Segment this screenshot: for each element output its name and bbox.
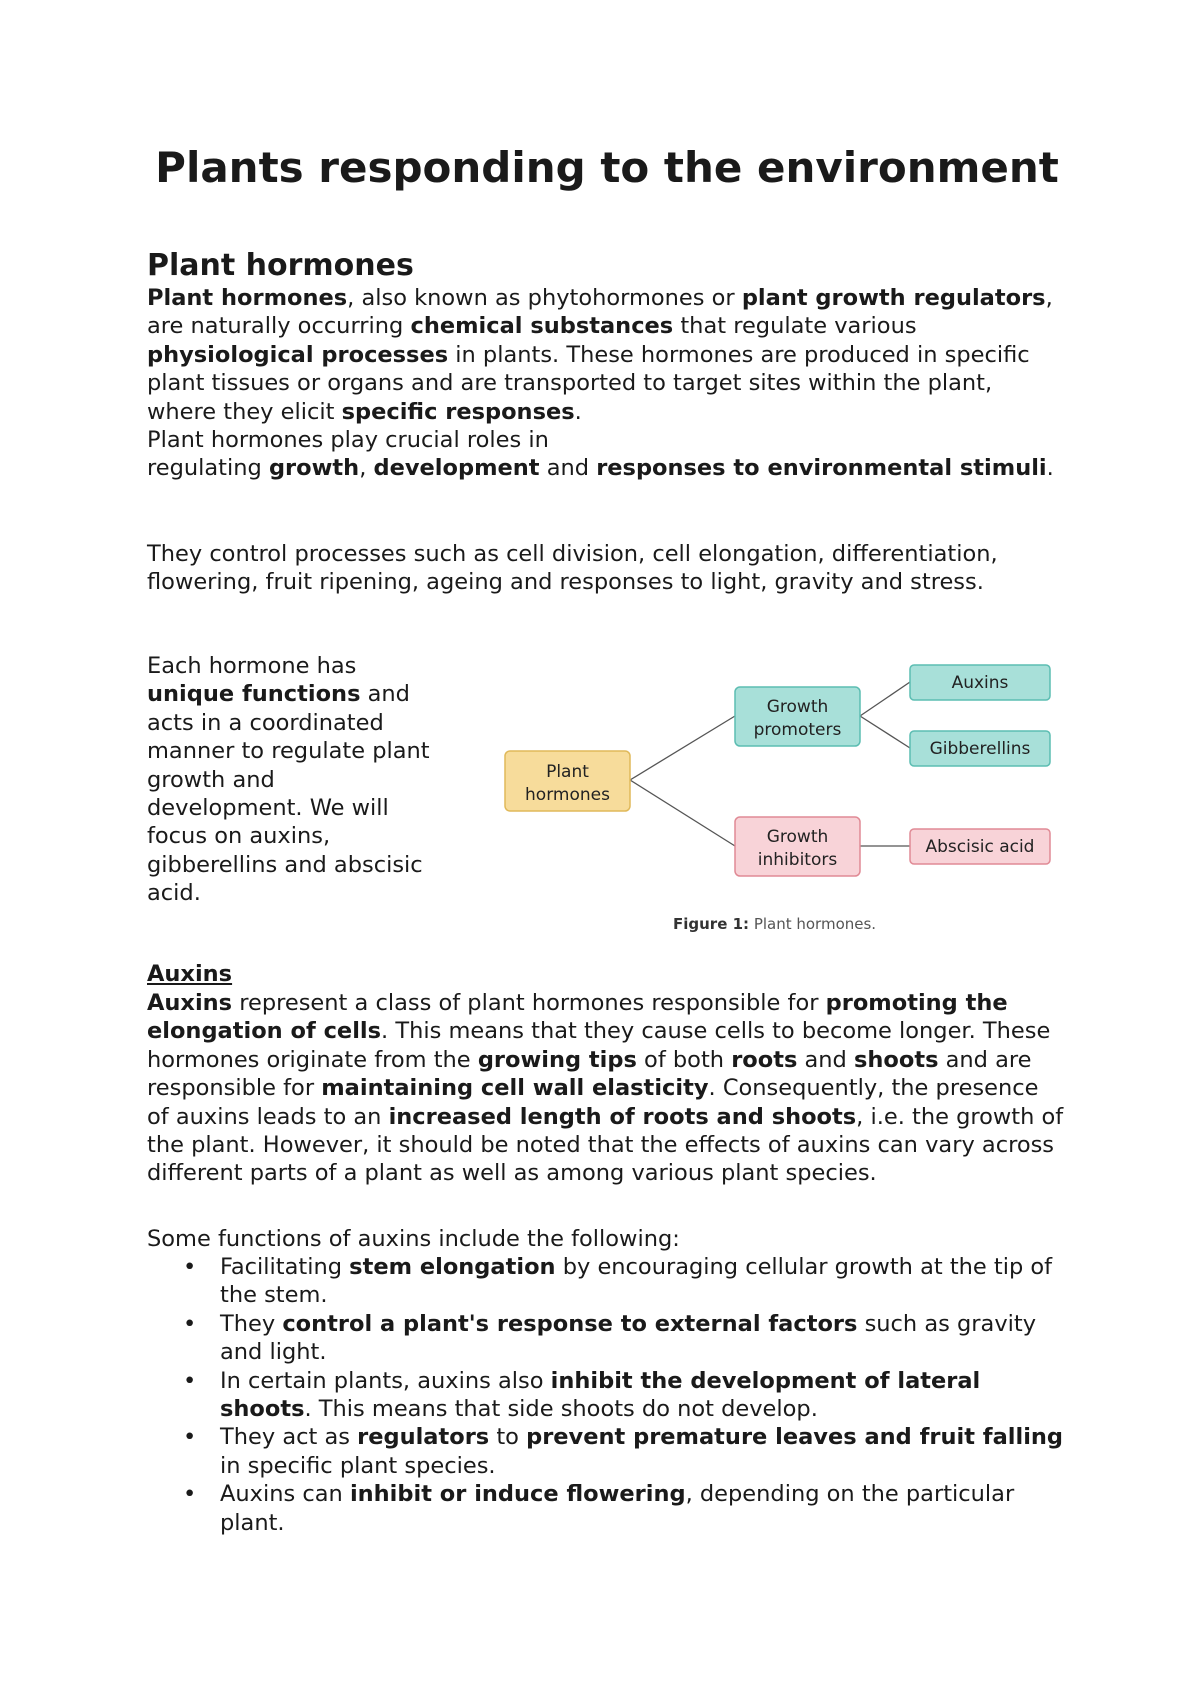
node-abscisic-acid bbox=[910, 829, 1050, 864]
roles-s2: growth bbox=[268, 455, 360, 482]
line-promoters-gibberellins bbox=[860, 716, 910, 748]
section-heading-plant-hormones: Plant hormones bbox=[147, 248, 414, 283]
auxin-functions-list bbox=[147, 1253, 1067, 1537]
bullet-bold: stem elongation bbox=[349, 1254, 556, 1280]
intro-s9: specific responses bbox=[341, 398, 575, 425]
line-root-inhibitors bbox=[630, 780, 735, 846]
auxins-s4: . This means that they cause cells to become longer. These hormones originate from the bbox=[147, 1018, 1051, 1073]
figure-caption bbox=[673, 915, 876, 933]
bullet-icon: • bbox=[183, 1367, 197, 1394]
node-gibberellins bbox=[910, 731, 1050, 766]
intro-s5: chemical substances bbox=[410, 313, 674, 340]
roles-line1: Plant hormones play crucial roles in bbox=[147, 427, 549, 453]
list-item bbox=[147, 1367, 1067, 1424]
side-s3: and acts in a coordinated manner to regulate plant growth and development. We will focus on auxins, gibberellins and abscisic acid. bbox=[147, 681, 430, 907]
intro-s3: plant growth regulators bbox=[741, 285, 1046, 311]
bullet-text: Auxins can bbox=[220, 1481, 350, 1508]
intro-s4: , are naturally occurring bbox=[147, 285, 1053, 340]
node-plant-hormones-line1: Plant bbox=[546, 762, 589, 782]
list-item bbox=[147, 1253, 1067, 1310]
roles-s1: regulating bbox=[147, 455, 269, 482]
functions-intro: Some functions of auxins include the following: bbox=[147, 1226, 680, 1252]
auxins-s10: and are responsible for bbox=[147, 1046, 1032, 1102]
intro-s1: Plant hormones bbox=[147, 285, 348, 311]
roles-s7: . bbox=[1046, 455, 1054, 482]
bullet-icon: • bbox=[183, 1481, 197, 1508]
bullet-text: Facilitating bbox=[220, 1254, 350, 1280]
roles-s4: development bbox=[373, 455, 540, 482]
bullet-text: They act as bbox=[220, 1424, 358, 1451]
bullet-icon: • bbox=[183, 1254, 197, 1280]
bullet-text: such as gravity and light. bbox=[220, 1310, 1037, 1366]
side-paragraph bbox=[147, 652, 437, 908]
roles-s6: responses to environmental stimuli bbox=[596, 455, 1047, 482]
bullet-bold: control a plant's response to external factors bbox=[282, 1310, 858, 1337]
roles-paragraph bbox=[147, 426, 1067, 483]
node-plant-hormones bbox=[505, 751, 630, 811]
intro-s7: physiological processes bbox=[147, 341, 449, 368]
auxins-s2: represent a class of plant hormones responsible for bbox=[232, 990, 826, 1016]
list-item bbox=[147, 1480, 1067, 1537]
bullet-bold: prevent premature leaves and fruit falling bbox=[526, 1424, 1064, 1451]
node-plant-hormones-line2: hormones bbox=[525, 785, 610, 805]
auxins-s5: growing tips bbox=[477, 1046, 637, 1073]
list-item bbox=[147, 1310, 1067, 1367]
node-gibberellins-label: Gibberellins bbox=[929, 739, 1031, 759]
auxins-s13: increased length of roots and shoots bbox=[388, 1103, 857, 1130]
bullet-text: to bbox=[489, 1424, 527, 1451]
page-title: Plants responding to the environment bbox=[155, 143, 1059, 192]
bullet-bold: inhibit the development of lateral shoots bbox=[220, 1367, 981, 1423]
bullet-text: in specific plant species. bbox=[220, 1452, 496, 1479]
bullet-text: by encouraging cellular growth at the tip of the stem. bbox=[220, 1254, 1053, 1309]
intro-s6: that regulate various bbox=[673, 313, 917, 340]
node-growth-promoters-line1: Growth bbox=[766, 697, 829, 717]
roles-s3: , bbox=[359, 455, 374, 482]
intro-s8: in plants. These hormones are produced in specific plant tissues or organs and are transported to target sites within the plant, where they elicit bbox=[147, 341, 1030, 425]
intro-s10: . bbox=[574, 398, 582, 425]
bullet-bold: regulators bbox=[357, 1424, 490, 1451]
bullet-icon: • bbox=[183, 1310, 197, 1337]
auxins-s12: . Consequently, the presence of auxins leads to an bbox=[147, 1075, 1039, 1130]
side-s1: Each hormone has bbox=[147, 653, 357, 679]
auxins-s3: promoting the elongation of cells bbox=[147, 990, 1008, 1045]
intro-paragraph bbox=[147, 284, 1067, 426]
figure-caption-label: Figure 1: bbox=[673, 915, 750, 933]
side-s2: unique functions bbox=[147, 681, 361, 708]
bullet-bold: inhibit or induce flowering bbox=[349, 1481, 686, 1508]
auxins-s6: of both bbox=[636, 1046, 732, 1073]
auxins-s14: , i.e. the growth of the plant. However, it should be noted that the effects of auxins can vary across different parts of a plant as well as among various plant species. bbox=[147, 1103, 1064, 1187]
auxins-s11: maintaining cell wall elasticity bbox=[321, 1075, 709, 1102]
plant-hormones-diagram bbox=[495, 650, 1065, 950]
bullet-text: They bbox=[220, 1310, 283, 1337]
bullet-icon: • bbox=[183, 1424, 197, 1451]
list-item bbox=[147, 1423, 1067, 1480]
intro-s2: , also known as phytohormones or bbox=[347, 285, 742, 311]
node-growth-promoters bbox=[735, 687, 860, 746]
figure-caption-text: Plant hormones. bbox=[749, 915, 877, 933]
node-abscisic-acid-label: Abscisic acid bbox=[925, 837, 1035, 857]
bullet-text: In certain plants, auxins also bbox=[220, 1367, 551, 1394]
control-paragraph: They control processes such as cell division, cell elongation, differentiation, flowering, fruit ripening, ageing and responses to light, gravity and stress. bbox=[147, 541, 998, 596]
auxins-paragraph bbox=[147, 989, 1067, 1188]
auxins-s9: shoots bbox=[854, 1046, 939, 1073]
auxins-s7: roots bbox=[731, 1046, 798, 1073]
auxins-s8: and bbox=[797, 1046, 854, 1073]
node-growth-inhibitors bbox=[735, 817, 860, 876]
node-auxins bbox=[910, 665, 1050, 700]
node-growth-promoters-line2: promoters bbox=[753, 720, 842, 740]
roles-s5: and bbox=[539, 455, 597, 482]
node-growth-inhibitors-line1: Growth bbox=[766, 827, 829, 847]
bullet-text: . This means that side shoots do not develop. bbox=[304, 1396, 818, 1423]
auxins-s1: Auxins bbox=[147, 990, 233, 1016]
bullet-text: , depending on the particular plant. bbox=[220, 1481, 1015, 1536]
auxins-heading: Auxins bbox=[147, 961, 233, 987]
node-auxins-label: Auxins bbox=[951, 673, 1009, 693]
line-promoters-auxins bbox=[860, 682, 910, 716]
line-root-promoters bbox=[630, 716, 735, 780]
node-growth-inhibitors-line2: inhibitors bbox=[757, 850, 838, 870]
